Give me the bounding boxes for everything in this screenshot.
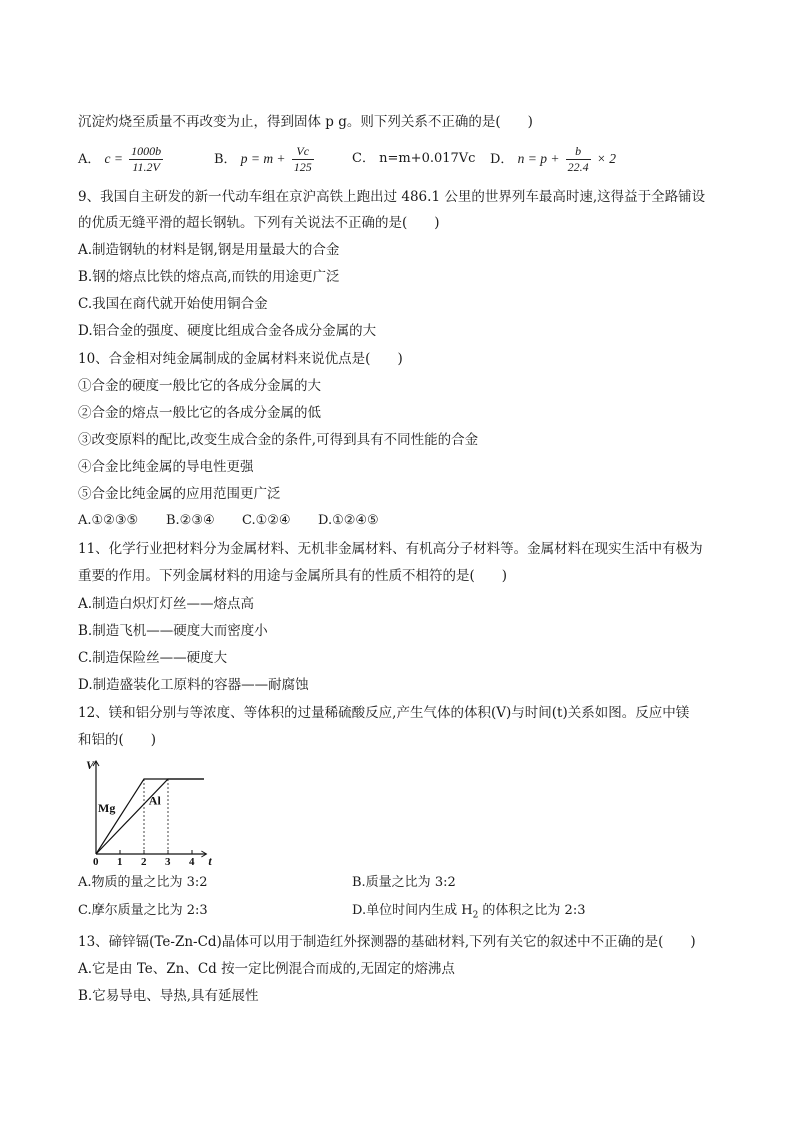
q8-option-c-text: n=m+0.017Vc <box>379 151 476 166</box>
q11-option-c[interactable]: C.制造保险丝——硬度大 <box>78 650 228 666</box>
q8-stem-tail: 沉淀灼烧至质量不再改变为止，得到固体 p g。则下列关系不正确的是( ) <box>78 114 533 130</box>
q9-option-d[interactable]: D.铝合金的强度、硬度比组成合金各成分金属的大 <box>78 323 377 339</box>
q8-option-b-denominator: 125 <box>293 160 312 174</box>
q9-option-a[interactable]: A.制造钢轨的材料是钢,钢是用量最大的合金 <box>78 242 340 258</box>
q12-option-d-text-post: 的体积之比为 2:3 <box>478 903 586 918</box>
q10-statement-2: ②合金的熔点一般比它的各成分金属的低 <box>78 405 321 421</box>
q12-option-d-subscript: 2 <box>472 910 479 921</box>
q10-stem: 10、合金相对纯金属制成的金属材料来说优点是( ) <box>78 351 403 367</box>
q11-stem-line-2: 重要的作用。下列金属材料的用途与金属所具有的性质不相符的是( ) <box>78 568 508 584</box>
q9-option-b[interactable]: B.钢的熔点比铁的熔点高,而铁的用途更广泛 <box>78 269 340 285</box>
q9-option-c[interactable]: C.我国在商代就开始使用铜合金 <box>78 296 268 312</box>
q13-stem: 13、碲锌镉(Te-Zn-Cd)晶体可以用于制造红外探测器的基础材料,下列有关它的叙述中不正确的是( ) <box>78 934 696 950</box>
q13-option-a[interactable]: A.它是由 Te、Zn、Cd 按一定比例混合而成的,无固定的熔沸点 <box>78 961 455 977</box>
q12-volume-time-graph <box>80 757 220 865</box>
q10-statement-1: ①合金的硬度一般比它的各成分金属的大 <box>78 378 321 394</box>
x-tick-label-3: 3 <box>165 856 171 865</box>
q8-option-b-label: B． <box>214 152 237 167</box>
q12-stem-line-2: 和铝的( ) <box>78 732 157 748</box>
q12-option-b[interactable]: B.质量之比为 3:2 <box>352 875 456 890</box>
x-tick-label-4: 4 <box>189 856 195 865</box>
q8-option-a[interactable] <box>78 144 165 175</box>
y-axis-label: V <box>86 758 95 772</box>
x-axis-label: t <box>208 854 212 865</box>
q8-option-d-lhs: n = p + <box>517 151 560 166</box>
q11-stem-line-1: 11、化学行业把材料分为金属材料、无机非金属材料、有机高分子材料等。金属材料在现实生活中有极为 <box>78 541 703 557</box>
q8-option-d-tail: × 2 <box>596 151 616 166</box>
q12-stem-line-1: 12、镁和铝分别与等浓度、等体积的过量稀硫酸反应,产生气体的体积(V)与时间(t)关系如图。反应中镁 <box>78 705 690 721</box>
q11-option-d[interactable]: D.制造盛装化工原料的容器——耐腐蚀 <box>78 677 309 693</box>
q8-option-b-numerator: Vc <box>292 144 314 160</box>
q9-stem-line-2: 的优质无缝平滑的超长钢轨。下列有关说法不正确的是( ) <box>78 215 440 231</box>
x-tick-label-2: 2 <box>141 856 147 865</box>
q10-option-d[interactable]: D.①②④⑤ <box>318 513 379 528</box>
q10-statement-4: ④合金比纯金属的导电性更强 <box>78 459 254 475</box>
q8-option-d-denominator: 22.4 <box>567 160 589 174</box>
q8-option-c[interactable] <box>352 150 475 168</box>
q9-stem-line-1: 9、我国自主研发的新一代动车组在京沪高铁上跑出过 486.1 公里的世界列车最高时速,这得益于全路铺设 <box>78 189 706 205</box>
q8-option-b-fraction <box>292 144 314 175</box>
q12-option-c[interactable]: C.摩尔质量之比为 2:3 <box>78 903 208 918</box>
graph-series <box>96 779 204 854</box>
x-tick-label-0: 0 <box>93 856 99 865</box>
q8-option-d-fraction <box>566 144 591 175</box>
q10-option-c[interactable]: C.①②④ <box>242 513 291 528</box>
q12-option-d[interactable] <box>352 902 585 925</box>
q8-option-d-numerator: b <box>566 144 591 160</box>
q13-option-b[interactable]: B.它易导电、导热,具有延展性 <box>78 988 259 1004</box>
series-label-mg: Mg <box>98 801 116 815</box>
series-line-mg <box>96 779 204 854</box>
q10-statement-3: ③改变原料的配比,改变生成合金的条件,可得到具有不同性能的合金 <box>78 432 479 448</box>
q8-option-b-lhs: p = m + <box>240 151 286 166</box>
q12-option-d-text-pre: D.单位时间内生成 H <box>352 903 473 918</box>
q12-option-a[interactable]: A.物质的量之比为 3:2 <box>78 875 208 890</box>
q8-option-a-numerator: 1000b <box>131 144 162 158</box>
q8-option-d-label: D． <box>490 152 514 167</box>
q8-option-a-fraction <box>129 144 163 175</box>
q11-option-a[interactable]: A.制造白炽灯灯丝——熔点高 <box>78 596 255 612</box>
q10-statement-5: ⑤合金比纯金属的应用范围更广泛 <box>78 486 281 502</box>
q8-option-d[interactable] <box>490 144 616 175</box>
q8-option-a-denominator: 11.2V <box>132 160 160 174</box>
q11-option-b[interactable]: B.制造飞机——硬度大而密度小 <box>78 623 268 639</box>
q10-option-b[interactable]: B.②③④ <box>166 513 215 528</box>
q8-option-c-label: C． <box>352 151 375 166</box>
series-line-al <box>96 779 204 854</box>
series-label-al: Al <box>148 793 161 808</box>
graph-labels <box>86 758 212 865</box>
q10-option-a[interactable]: A.①②③⑤ <box>78 513 139 528</box>
q8-option-a-lhs: c = <box>104 151 124 166</box>
q8-option-b[interactable] <box>214 144 316 175</box>
graph-guides <box>144 779 168 854</box>
q8-option-a-label: A． <box>78 152 101 167</box>
x-tick-label-1: 1 <box>117 856 123 865</box>
